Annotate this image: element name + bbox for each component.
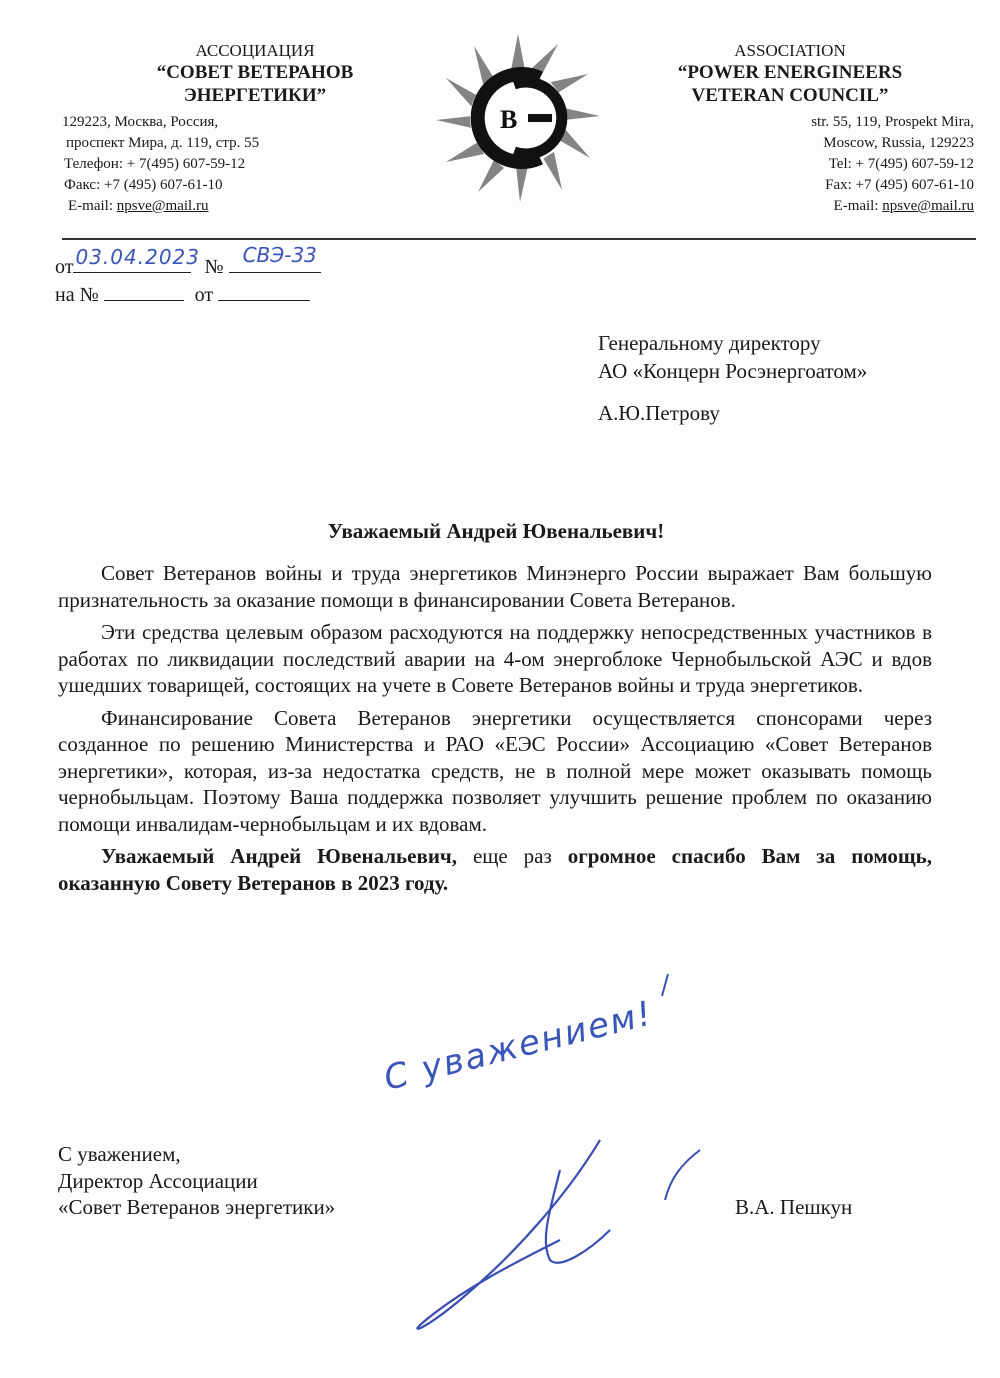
- header-en-address: [670, 112, 974, 217]
- reply-date-blank: [218, 280, 310, 301]
- closing-normal: еще раз: [457, 844, 568, 868]
- signatory-name: В.А. Пешкун: [735, 1195, 853, 1219]
- header-ru-address: [62, 112, 362, 217]
- from-label: от: [55, 256, 74, 278]
- addressee-block: [598, 329, 978, 427]
- header-ru-line3: ЭНЕРГЕТИКИ”: [183, 85, 327, 106]
- pen-tick-mark: [650, 970, 680, 1000]
- header-divider: [62, 238, 976, 240]
- addressee-name: А.Ю.Петрову: [598, 401, 720, 425]
- header-ru: [95, 40, 415, 107]
- reply-reg-line: [55, 280, 310, 308]
- header-en-line3: VETERAN COUNCIL”: [691, 85, 889, 106]
- signature-position: Директор Ассоциации: [58, 1168, 258, 1193]
- header-ru-fax: Факс: +7 (495) 607-61-10: [64, 177, 223, 193]
- closing-paragraph: [58, 843, 932, 896]
- header-ru-email-label: E-mail:: [68, 198, 117, 214]
- handwritten-number: СВЭ-33: [242, 243, 317, 267]
- signature-closing: С уважением,: [58, 1142, 181, 1166]
- header-ru-email-line: [62, 196, 362, 217]
- reply-from-label: от: [194, 284, 214, 306]
- handwritten-signature: [400, 1130, 730, 1350]
- header-ru-line2: “СОВЕТ ВЕТЕРАНОВ: [156, 62, 354, 83]
- header-en-addr1: str. 55, 119, Prospekt Mira,: [811, 114, 974, 130]
- salutation: Уважаемый Андрей Ювенальевич!: [327, 519, 665, 543]
- header-ru-phone: Телефон: + 7(495) 607-59-12: [64, 156, 246, 172]
- header-en-addr2: Moscow, Russia, 129223: [823, 135, 974, 151]
- header-en-email-link[interactable]: npsve@mail.ru: [882, 198, 974, 214]
- header-en-phone: Tel: + 7(495) 607-59-12: [828, 156, 974, 172]
- header-en-email-line: [670, 196, 974, 217]
- addressee-title: Генеральному директору: [598, 331, 821, 355]
- handwritten-note: С уважением!: [380, 993, 658, 1099]
- reply-label: на №: [55, 284, 99, 306]
- addressee-company: АО «Концерн Росэнергоатом»: [598, 359, 868, 383]
- header-ru-addr2: проспект Мира, д. 119, стр. 55: [66, 135, 260, 151]
- header-ru-addr1: 129223, Москва, Россия,: [62, 114, 219, 130]
- header-en-line1: ASSOCIATION: [734, 41, 846, 60]
- header-ru-email-link[interactable]: npsve@mail.ru: [116, 198, 209, 214]
- number-label: №: [204, 256, 224, 278]
- header-ru-line1: АССОЦИАЦИЯ: [195, 41, 315, 60]
- signature-organization: «Совет Ветеранов энергетики»: [58, 1195, 336, 1219]
- handwritten-date: 03.04.2023: [75, 245, 200, 269]
- sun-emblem-icon: [428, 28, 608, 208]
- header-en-line2: “POWER ENERGINEERS: [677, 62, 903, 83]
- closing-bold-2: огромное спасибо Вам за помощь, оказанную Совету Ветеранов в 2023 году.: [58, 844, 933, 895]
- date-blank: [73, 245, 200, 273]
- outgoing-reg-line: [55, 243, 321, 280]
- number-blank: [229, 243, 321, 273]
- reply-number-blank: [104, 280, 184, 301]
- closing-bold-1: Уважаемый Андрей Ювенальевич,: [101, 844, 458, 868]
- header-en-fax: Fax: +7 (495) 607-61-10: [825, 177, 974, 193]
- association-logo: [428, 28, 608, 208]
- logo-letter-v: В: [500, 105, 518, 134]
- header-en-email-label: E-mail:: [833, 198, 883, 214]
- paragraph: Эти средства целевым образом расходуются на поддержку непосредственных участников в работах по ликвидации последствий аварии на 4-ом энергоблоке Чернобыльской АЭС и вдов ушедших товарищей, состоящих на учете в Совете Ветеранов войны и труда энергетиков.: [58, 620, 932, 697]
- letter-body: [58, 560, 932, 896]
- paragraph: Совет Ветеранов войны и труда энергетиков Минэнерго России выражает Вам большую признательность за оказание помощи в финансировании Совета Ветеранов.: [58, 561, 932, 612]
- header-en: [630, 40, 950, 107]
- paragraph: Финансирование Совета Ветеранов энергетики осуществляется спонсорами через созданное по решению Министерства и РАО «ЕЭС России» Ассоциацию «Совет Ветеранов энергетики», которая, из-за недостатка средств, не в полной мере может оказывать помощь чернобыльцам. Поэтому Ваша поддержка позволяет улучшить решение проблем по оказанию помощи инвалидам-чернобыльцам и их вдовам.: [58, 705, 932, 836]
